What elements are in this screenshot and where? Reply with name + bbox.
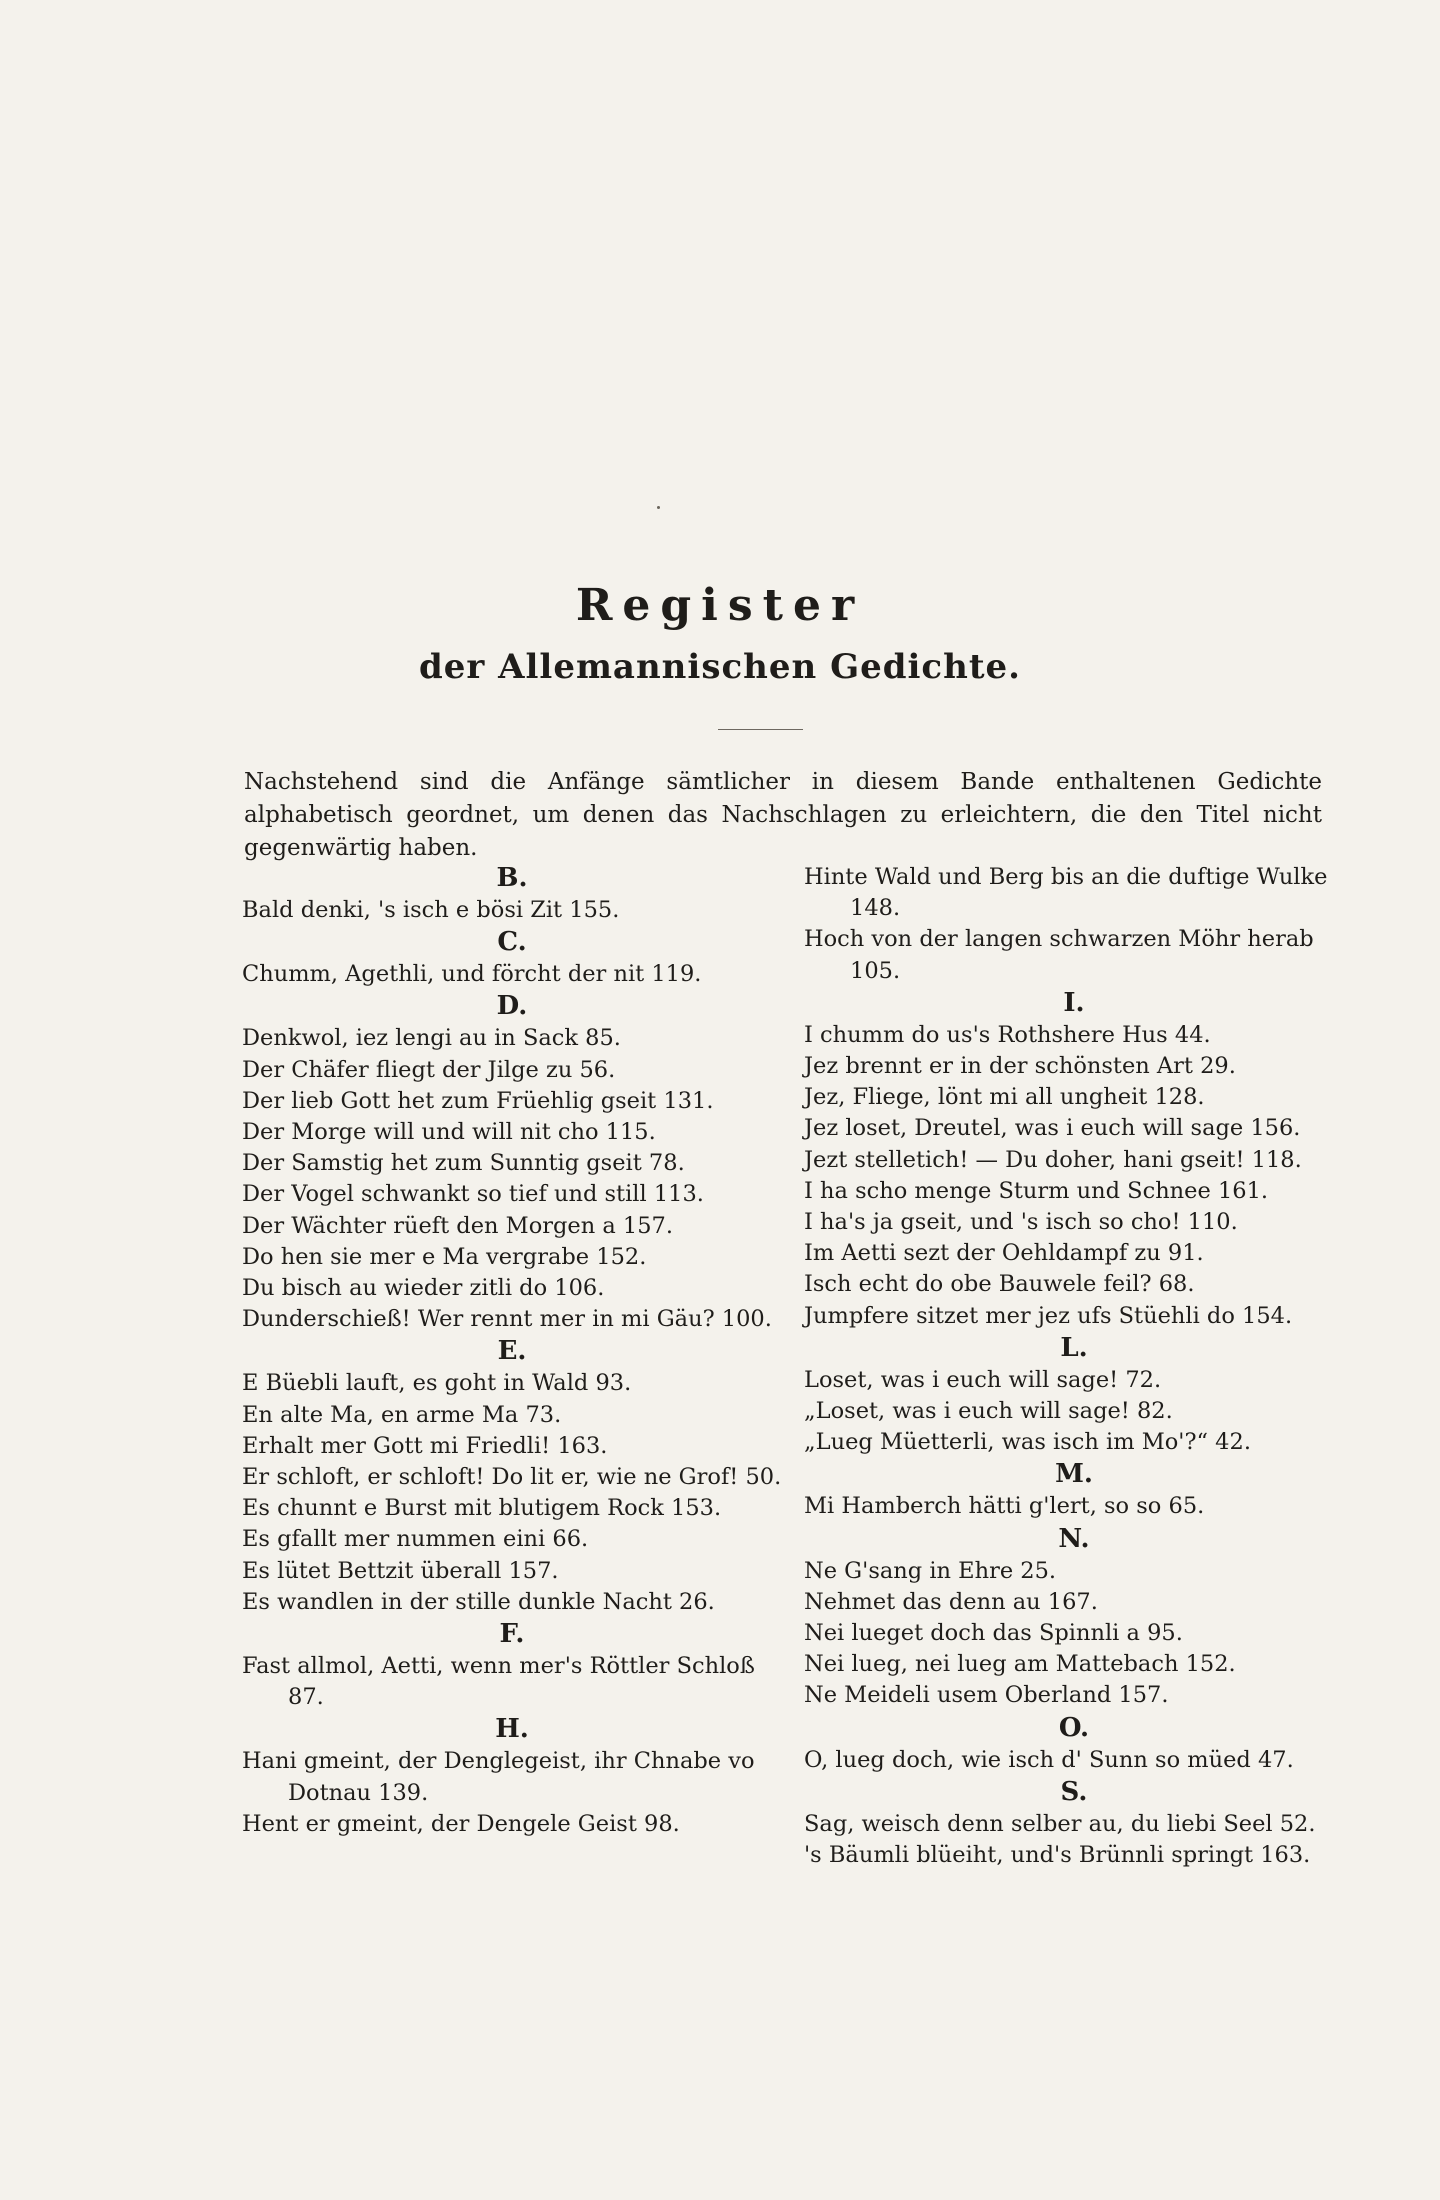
index-entry: Erhalt mer Gott mi Friedli! 163. — [242, 1432, 608, 1459]
index-entry: E Büebli lauft, es goht in Wald 93. — [242, 1370, 632, 1397]
section-letter: F. — [499, 1619, 525, 1650]
margin-dot — [657, 506, 660, 509]
index-entry: Dunderschieß! Wer rennt mer in mi Gäu? 100. — [242, 1306, 772, 1333]
index-entry: Der Morge will und will nit cho 115. — [242, 1119, 656, 1146]
page-title: Register — [575, 580, 865, 631]
section-letter: C. — [497, 927, 527, 958]
index-entry: Jezt stelletich! — Du doher, hani gseit! 118. — [804, 1146, 1302, 1173]
index-entry: I chumm do us's Rothshere Hus 44. — [804, 1021, 1211, 1048]
section-letter: S. — [1060, 1776, 1088, 1807]
index-entry: Jez brennt er in der schönsten Art 29. — [804, 1053, 1236, 1080]
index-entry: En alte Ma, en arme Ma 73. — [242, 1401, 562, 1428]
index-entry: Der lieb Gott het zum Früehlig gseit 131. — [242, 1087, 714, 1114]
index-entry: Es gfallt mer nummen eini 66. — [242, 1526, 589, 1553]
index-entry: Hani gmeint, der Denglegeist, ihr Chnabe vo Dotnau 139. — [242, 1748, 755, 1806]
title-divider — [718, 729, 803, 730]
index-entry: Fast allmol, Aetti, wenn mer's Röttler Schloß 87. — [242, 1653, 755, 1711]
section-letter: E. — [497, 1336, 527, 1367]
index-entry: Ne Meideli usem Oberland 157. — [804, 1682, 1169, 1709]
index-entry: Ne G'sang in Ehre 25. — [804, 1557, 1057, 1584]
index-entry: Es lütet Bettzit überall 157. — [242, 1557, 559, 1584]
section-letter: H. — [495, 1714, 529, 1745]
section-letter: I. — [1063, 987, 1085, 1018]
index-entry: Hinte Wald und Berg bis an die duftige Wulke 148. — [804, 864, 1328, 922]
index-entry: Jumpfere sitzet mer jez ufs Stüehli do 154. — [804, 1302, 1293, 1329]
left-column — [242, 862, 782, 1840]
index-entry: Du bisch au wieder zitli do 106. — [242, 1275, 605, 1302]
index-entry: O, lueg doch, wie isch d' Sunn so müed 47. — [804, 1746, 1294, 1773]
index-entry: I ha's ja gseit, und 's isch so cho! 110. — [804, 1209, 1238, 1236]
index-entry: Nehmet das denn au 167. — [804, 1588, 1098, 1615]
index-entry: Hent er gmeint, der Dengele Geist 98. — [242, 1810, 680, 1837]
section-letter: O. — [1058, 1712, 1090, 1743]
index-entry: Nei lueget doch das Spinnli a 95. — [804, 1620, 1183, 1647]
index-entry: Loset, was i euch will sage! 72. — [804, 1366, 1162, 1393]
section-letter: N. — [1058, 1523, 1090, 1554]
index-entry: Der Samstig het zum Sunntig gseit 78. — [242, 1150, 685, 1177]
index-entry: Denkwol, iez lengi au in Sack 85. — [242, 1025, 621, 1052]
index-entry: Der Chäfer fliegt der Jilge zu 56. — [242, 1056, 616, 1083]
index-entry: „Lueg Müetterli, was isch im Mo'?“ 42. — [804, 1429, 1251, 1456]
index-entry: Jez, Fliege, lönt mi all ungheit 128. — [804, 1084, 1205, 1111]
index-entry: Es wandlen in der stille dunkle Nacht 26. — [242, 1588, 715, 1615]
right-column — [804, 862, 1344, 1871]
section-letter: L. — [1060, 1332, 1088, 1363]
index-entry: Im Aetti sezt der Oehldampf zu 91. — [804, 1240, 1204, 1267]
index-entry: Der Wächter rüeft den Morgen a 157. — [242, 1212, 674, 1239]
index-entry: Mi Hamberch hätti g'lert, so so 65. — [804, 1493, 1205, 1520]
index-entry: Do hen sie mer e Ma vergrabe 152. — [242, 1243, 647, 1270]
index-entry: Der Vogel schwankt so tief und still 113. — [242, 1181, 704, 1208]
index-entry: Isch echt do obe Bauwele feil? 68. — [804, 1271, 1195, 1298]
section-letter: B. — [496, 863, 528, 893]
intro-paragraph: Nachstehend sind die Anfänge sämtlicher in diesem Bande enthaltenen Gedichte alphabetisch geordnet, um denen das Nachschlagen zu erleichtern, die den Titel nicht gegenwärtig haben. — [244, 769, 1322, 861]
index-entry: Er schloft, er schloft! Do lit er, wie ne Grof! 50. — [242, 1464, 782, 1491]
index-entry: Es chunnt e Burst mit blutigem Rock 153. — [242, 1495, 722, 1522]
index-entry: „Loset, was i euch will sage! 82. — [804, 1398, 1173, 1425]
index-entry: Sag, weisch denn selber au, du liebi Seel 52. — [804, 1810, 1316, 1837]
section-letter: M. — [1055, 1459, 1093, 1490]
index-entry: Jez loset, Dreutel, was i euch will sage 156. — [804, 1115, 1301, 1142]
index-entry: 's Bäumli blüeiht, und's Brünnli springt 163. — [804, 1842, 1311, 1869]
index-entry: Hoch von der langen schwarzen Möhr herab 105. — [804, 926, 1314, 984]
page-subtitle: der Allemannischen Gedichte. — [418, 647, 1022, 687]
index-entry: I ha scho menge Sturm und Schnee 161. — [804, 1177, 1269, 1204]
index-entry: Nei lueg, nei lueg am Mattebach 152. — [804, 1651, 1236, 1678]
section-letter: D. — [496, 991, 528, 1022]
index-entry: Chumm, Agethli, und förcht der nit 119. — [242, 961, 702, 988]
index-entry: Bald denki, 's isch e bösi Zit 155. — [242, 897, 620, 923]
